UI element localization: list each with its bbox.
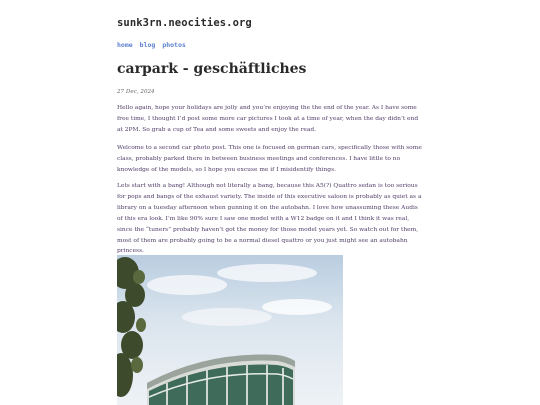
main-nav — [117, 41, 186, 49]
post-title: carpark - geschäftliches — [117, 61, 307, 77]
post-photo-building — [117, 255, 343, 405]
site-title[interactable]: sunk3rn.neocities.org — [117, 17, 252, 29]
nav-photos-link[interactable]: photos — [162, 41, 186, 49]
nav-blog-link[interactable]: blog — [139, 41, 156, 49]
post-paragraph-3: Lets start with a bang! Although not literally a bang, because this A5(?) Quattro sedan is too serious for pops and bangs of the exhaust variety. The inside of this executive saloon is probably as quiet as a library on a tuesday afternoon when gunning it on the autobahn. I love how unassuming these Audis of this era look. I’m like 90% sure I saw one model with a W12 badge on it and I think it was real, since the “tuners” probably haven’t got the money for those model years yet. So watch out for them, most of them are probably going to be a normal diesel quattro or you just might see an autobahn princess. — [117, 183, 422, 255]
building-photo-illustration — [117, 255, 343, 405]
post-paragraph-2: Welcome to a second car photo post. This one is focused on german cars, specifically those with some class, probably parked there in between business meetings and conferences. I have little to no knowledge of the models, so I hope you excuse me if I misidentify things. — [117, 145, 422, 173]
post-date: 27 Dec, 2024 — [117, 89, 155, 95]
post-paragraph-1: Hello again, hope your holidays are jolly and you’re enjoying the the end of the year. As I have some free time, I thought I’d post some more car pictures I took at a time of year, when the day didn’t end at 2PM. So grab a cup of Tea and some sweets and enjoy the read. — [117, 105, 419, 133]
nav-home-link[interactable]: home — [117, 41, 133, 49]
